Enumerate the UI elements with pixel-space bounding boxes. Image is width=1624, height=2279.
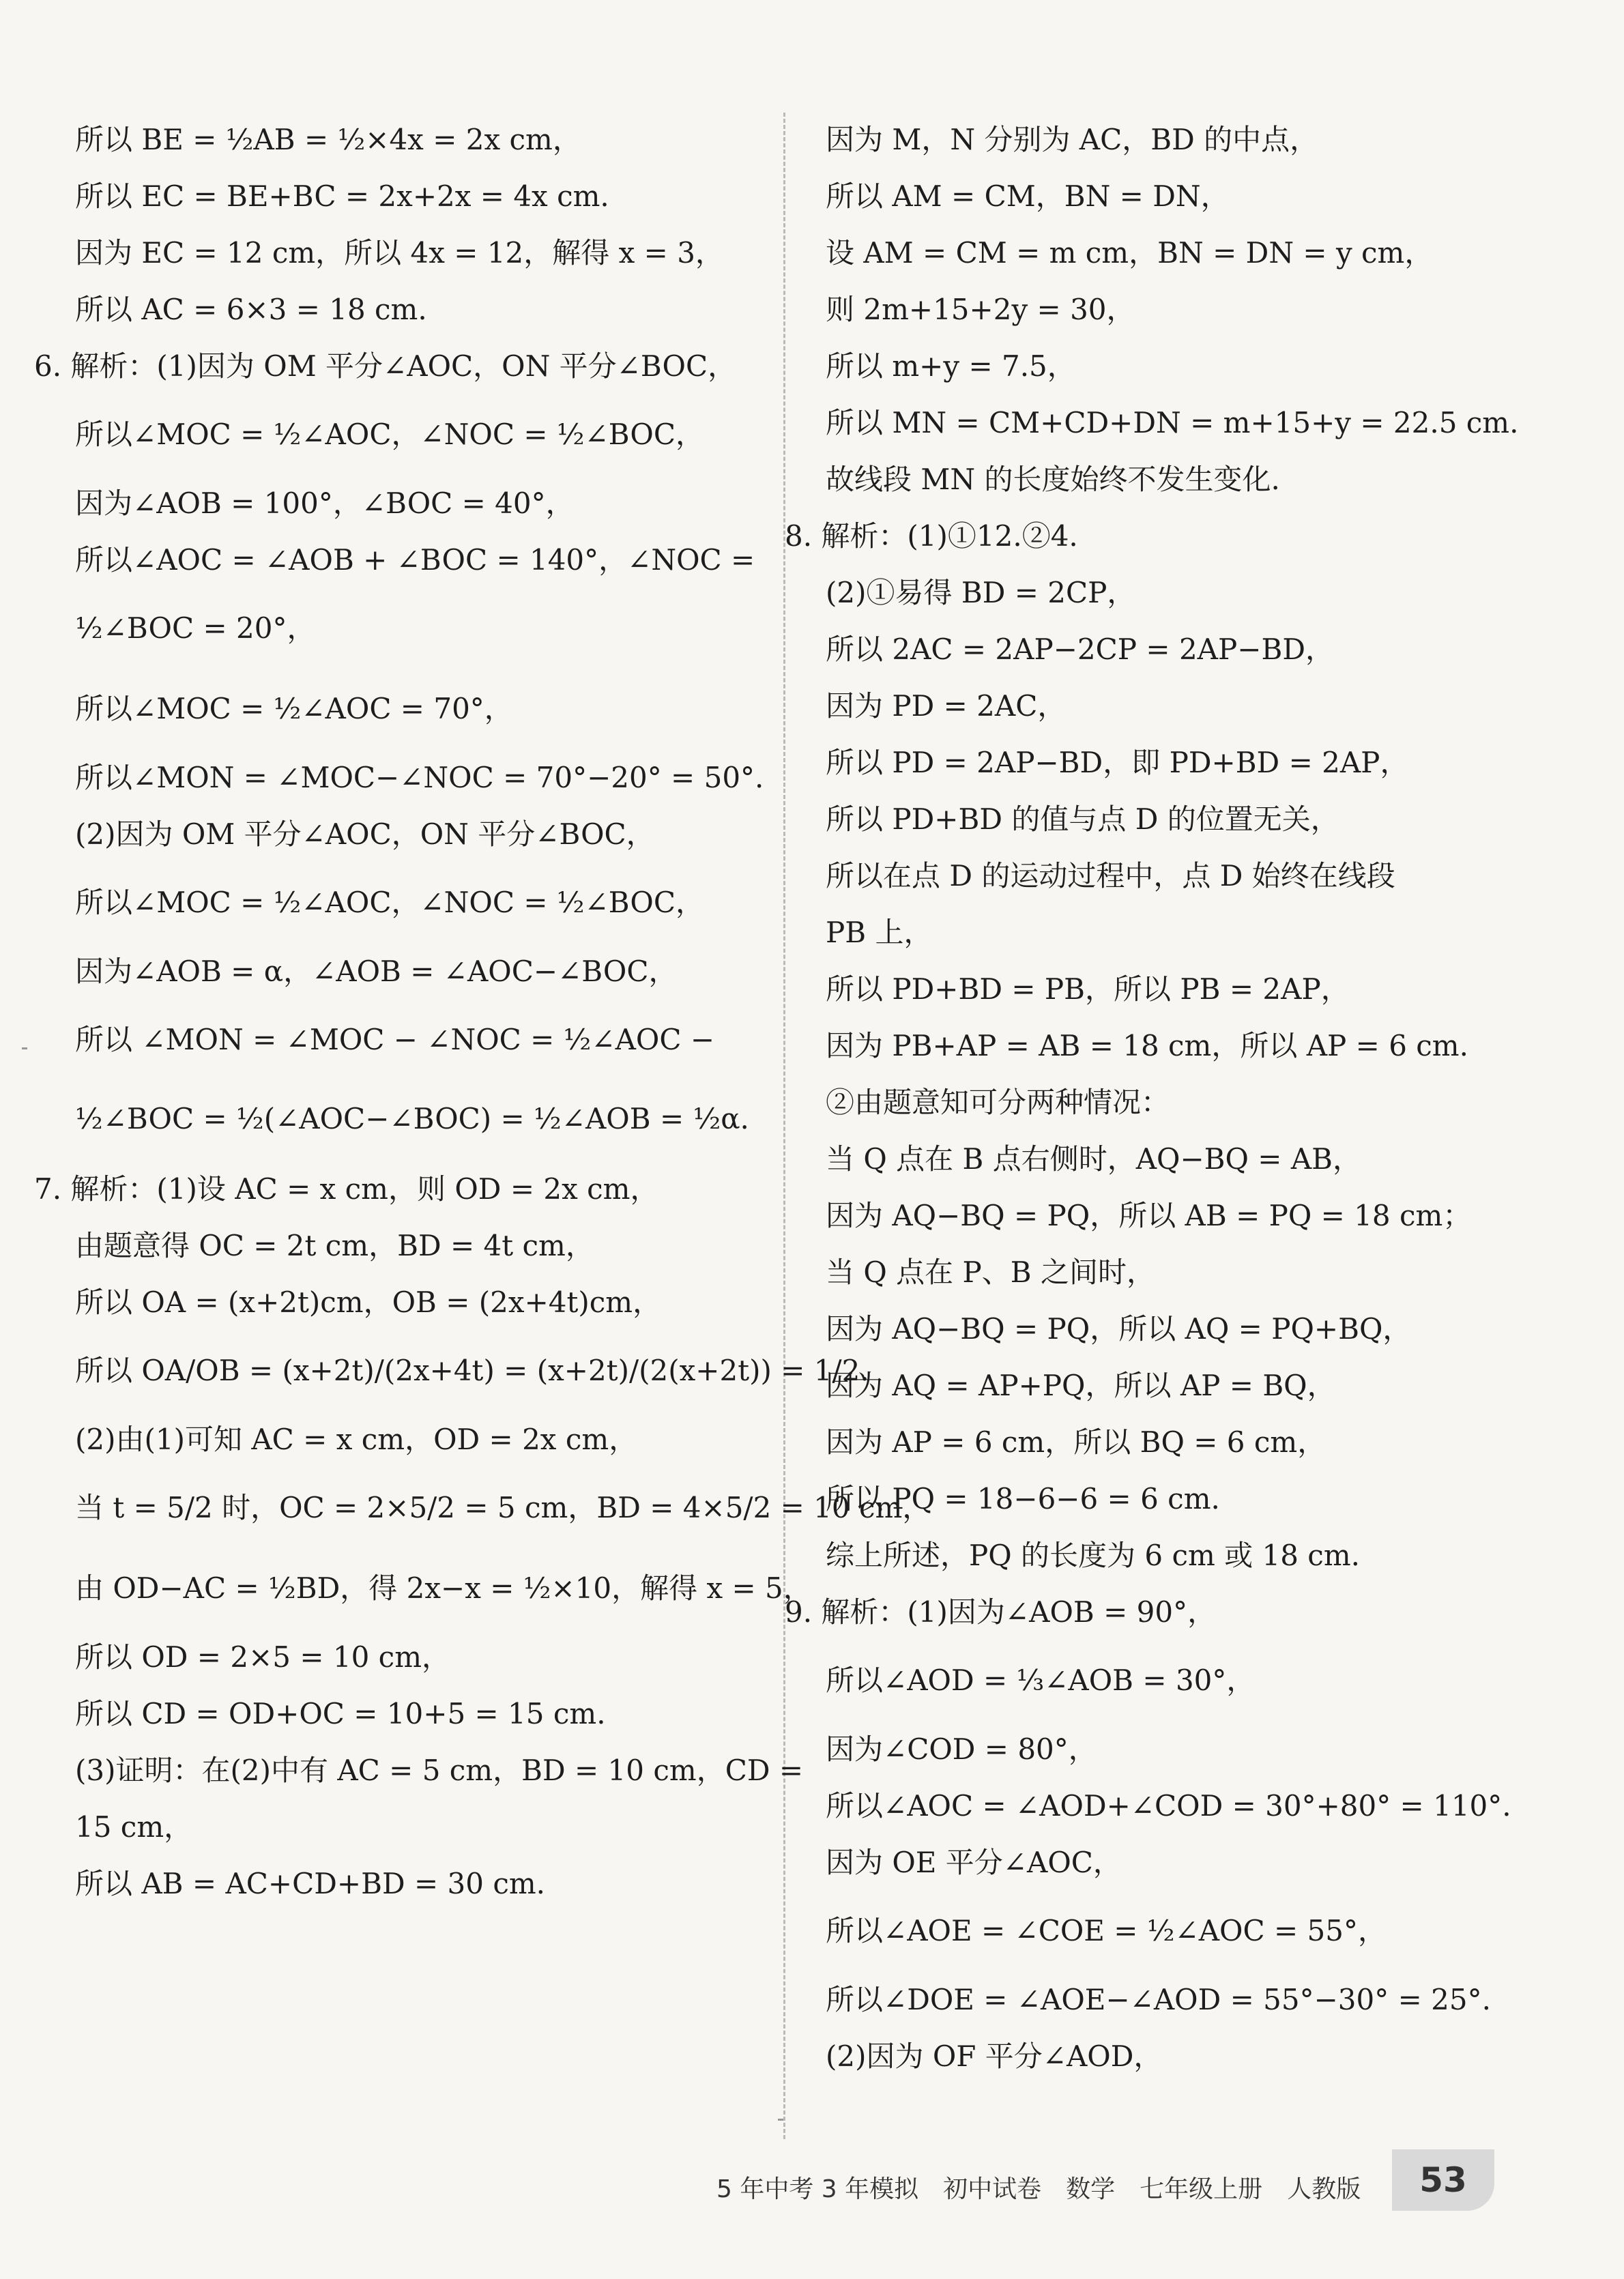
text-line: 所以∠AOC = ∠AOD+∠COD = 30°+80° = 110°. [826, 1788, 1511, 1823]
text-line: 所以 PD+BD 的值与点 D 的位置无关， [826, 802, 1339, 836]
text-line: 由 OD−AC = ½BD，得 2x−x = ½×10，解得 x = 5， [75, 1571, 812, 1605]
margin-mark [778, 2119, 783, 2121]
text-line: 所以∠MOC = ½∠AOC，∠NOC = ½∠BOC， [75, 886, 704, 919]
text-line: 因为 AQ−BQ = PQ，所以 AQ = PQ+BQ， [826, 1311, 1412, 1346]
page-number: 53 [1392, 2149, 1494, 2211]
text-line: 当 t = 5/2 时，OC = 2×5/2 = 5 cm，BD = 4×5/2 = 10 cm， [75, 1491, 931, 1524]
text-line: 所以 AC = 6×3 = 18 cm. [75, 292, 427, 326]
text-line: 所以∠MON = ∠MOC−∠NOC = 70°−20° = 50°. [75, 760, 764, 794]
text-line: 则 2m+15+2y = 30， [826, 292, 1135, 326]
text-line: 因为 PD = 2AC， [826, 688, 1067, 723]
text-line: (2)①易得 BD = 2CP， [826, 575, 1136, 609]
question-9-heading: 9. 解析：(1)因为∠AOB = 90°， [785, 1595, 1217, 1629]
text-line: 因为 M，N 分别为 AC，BD 的中点， [826, 122, 1319, 156]
text-line: ②由题意知可分两种情况： [826, 1085, 1170, 1119]
text-line: 所以∠DOE = ∠AOE−∠AOD = 55°−30° = 25°. [826, 1982, 1491, 2016]
right-column [785, 109, 1519, 2082]
text-line: 所以 ∠MON = ∠MOC − ∠NOC = ½∠AOC − [75, 1023, 715, 1056]
question-7-heading: 7. 解析：(1)设 AC = x cm，则 OD = 2x cm， [34, 1172, 659, 1206]
question-6-heading: 6. 解析：(1)因为 OM 平分∠AOC，ON 平分∠BOC， [34, 349, 737, 383]
page-footer [716, 2170, 1385, 2205]
text-line: 因为 AQ = AP+PQ，所以 AP = BQ， [826, 1368, 1336, 1402]
text-line: (2)因为 OF 平分∠AOD， [826, 2039, 1163, 2073]
footer-type: 初中试卷 [943, 2175, 1042, 2203]
text-line: 由题意得 OC = 2t cm，BD = 4t cm， [75, 1228, 594, 1262]
text-line: 所以∠MOC = ½∠AOC = 70°， [75, 692, 513, 725]
text-line: 所以 OA/OB = (x+2t)/(2x+4t) = (x+2t)/(2(x+2t)) = 1/2. [75, 1354, 869, 1387]
text-line: 当 Q 点在 B 点右侧时，AQ−BQ = AB， [826, 1142, 1362, 1176]
question-8-heading: 8. 解析：(1)①12.②4. [785, 519, 1078, 553]
footer-subject: 数学 [1066, 2175, 1116, 2203]
text-line: 所以 2AC = 2AP−2CP = 2AP−BD， [826, 632, 1334, 666]
text-line: 所以 PQ = 18−6−6 = 6 cm. [826, 1481, 1220, 1515]
text-line: 所以 OA = (x+2t)cm，OB = (2x+4t)cm， [75, 1285, 662, 1319]
footer-series: 5 年中考 3 年模拟 [716, 2175, 919, 2203]
footer-grade: 七年级上册 [1140, 2175, 1263, 2203]
text-line: 因为 AQ−BQ = PQ，所以 AB = PQ = 18 cm； [826, 1198, 1472, 1232]
footer-edition: 人教版 [1287, 2175, 1361, 2203]
text-line: 因为 PB+AP = AB = 18 cm，所以 AP = 6 cm. [826, 1028, 1468, 1062]
text-line: 所以 m+y = 7.5， [826, 349, 1076, 383]
text-line: 所以∠AOE = ∠COE = ½∠AOC = 55°， [826, 1914, 1387, 1947]
text-line: 所以 MN = CM+CD+DN = m+15+y = 22.5 cm. [826, 405, 1519, 439]
text-line: 因为∠AOB = 100°，∠BOC = 40°， [75, 486, 575, 520]
text-line: PB 上， [826, 915, 933, 949]
text-line: 所以 OD = 2×5 = 10 cm， [75, 1640, 451, 1674]
text-line: 当 Q 点在 P、B 之间时， [826, 1255, 1155, 1289]
text-line: 所以 PD = 2AP−BD，即 PD+BD = 2AP， [826, 745, 1409, 779]
text-line: 所以 AB = AC+CD+BD = 30 cm. [75, 1866, 546, 1900]
text-line: 所以 BE = ½AB = ½×4x = 2x cm， [75, 122, 581, 156]
text-line: 因为 AP = 6 cm，所以 BQ = 6 cm， [826, 1425, 1326, 1459]
text-line: 因为∠COD = 80°， [826, 1732, 1097, 1766]
text-line: 所以 PD+BD = PB，所以 PB = 2AP， [826, 972, 1350, 1006]
text-line: 综上所述，PQ 的长度为 6 cm 或 18 cm. [826, 1538, 1361, 1572]
text-line: 所以 CD = OD+OC = 10+5 = 15 cm. [75, 1696, 606, 1730]
text-line: 因为 OE 平分∠AOC， [826, 1845, 1122, 1879]
text-line: ½∠BOC = ½(∠AOC−∠BOC) = ½∠AOB = ½α. [75, 1101, 749, 1135]
text-line: 因为∠AOB = α，∠AOB = ∠AOC−∠BOC， [75, 954, 678, 988]
text-line: 所以∠AOC = ∠AOB + ∠BOC = 140°，∠NOC = [75, 542, 755, 577]
text-line: 所以∠MOC = ½∠AOC，∠NOC = ½∠BOC， [75, 418, 704, 451]
text-line: 所以 AM = CM，BN = DN， [826, 179, 1230, 213]
text-line: 所以在点 D 的运动过程中，点 D 始终在线段 [826, 858, 1395, 892]
text-line: 15 cm， [75, 1810, 193, 1844]
text-line: 所以∠AOD = ⅓∠AOB = 30°， [826, 1664, 1256, 1697]
text-line: 设 AM = CM = m cm，BN = DN = y cm， [826, 235, 1434, 270]
text-line: (2)由(1)可知 AC = x cm，OD = 2x cm， [75, 1422, 638, 1456]
text-line: (3)证明：在(2)中有 AC = 5 cm，BD = 10 cm，CD = [75, 1753, 804, 1787]
text-line: 因为 EC = 12 cm，所以 4x = 12，解得 x = 3， [75, 235, 724, 270]
text-line: ½∠BOC = 20°， [75, 611, 316, 645]
text-line: (2)因为 OM 平分∠AOC，ON 平分∠BOC， [75, 817, 655, 851]
column-divider [783, 113, 785, 2139]
margin-mark [22, 1047, 27, 1049]
text-line: 故线段 MN 的长度始终不发生变化. [826, 462, 1280, 496]
text-line: 所以 EC = BE+BC = 2x+2x = 4x cm. [75, 179, 609, 213]
